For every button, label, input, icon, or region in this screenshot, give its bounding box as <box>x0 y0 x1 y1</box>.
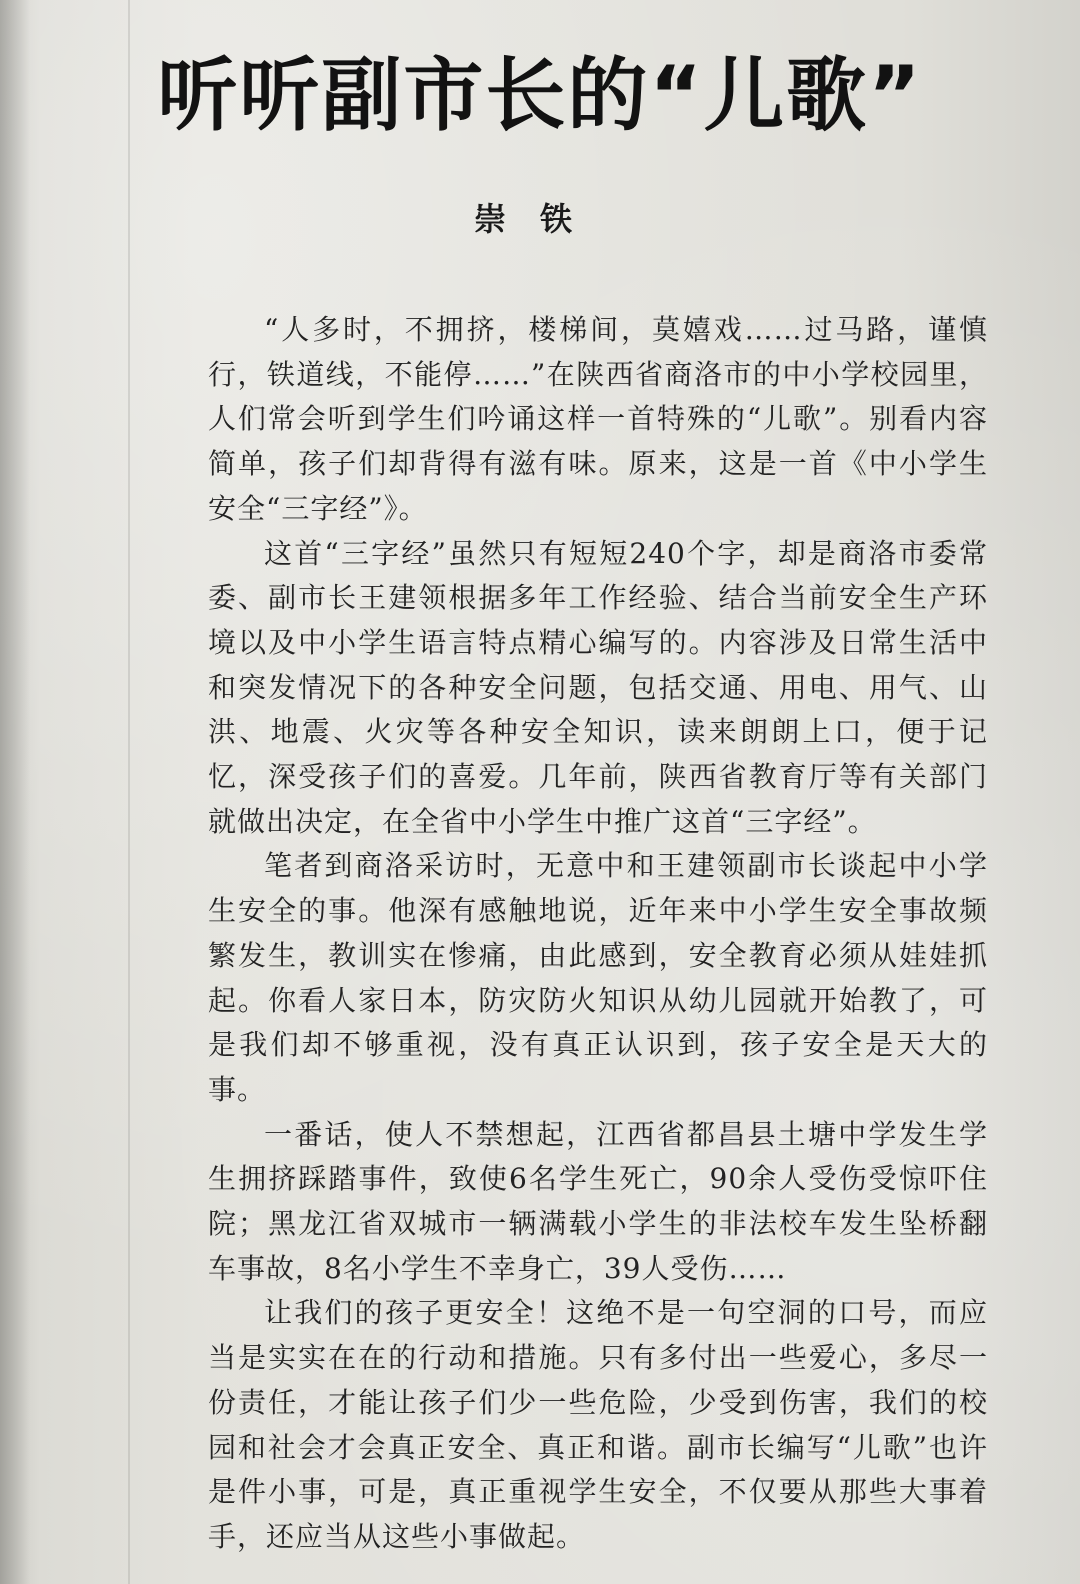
article-title: 听听副市长的“儿歌” <box>157 49 923 142</box>
paragraph: “人多时，不拥挤，楼梯间，莫嬉戏……过马路，谨慎行，铁道线，不能停……”在陕西省商洛市的中小学校园里，人们常会听到学生们吟诵这样一首特殊的“儿歌”。别看内容简单，孩子们却背得有滋有味。原来，这是一首《中小学生安全“三字经”》。 <box>208 313 988 525</box>
paragraph: 笔者到商洛采访时，无意中和王建领副市长谈起中小学生安全的事。他深有感触地说，近年来中小学生安全事故频繁发生，教训实在惨痛，由此感到，安全教育必须从娃娃抓起。你看人家日本，防灾防火知识从幼儿园就开始教了，可是我们却不够重视，没有真正认识到，孩子安全是天大的事。 <box>208 849 988 1106</box>
paragraph: 这首“三字经”虽然只有短短240个字，却是商洛市委常委、副市长王建领根据多年工作经验、结合当前安全生产环境以及中小学生语言特点精心编写的。内容涉及日常生活中和突发情况下的各种安全问题，包括交通、用电、用气、山洪、地震、火灾等各种安全知识，读来朗朗上口，便于记忆，深受孩子们的喜爱。几年前，陕西省教育厅等有关部门就做出决定，在全省中小学生中推广这首“三字经”。 <box>208 536 988 838</box>
paragraph: 一番话，使人不禁想起，江西省都昌县土塘中学发生学生拥挤踩踏事件，致使6名学生死亡，90余人受伤受惊吓住院；黑龙江省双城市一辆满载小学生的非法校车发生坠桥翻车事故，8名小学生不幸身亡，39人受伤…… <box>208 1117 988 1285</box>
paragraph: 让我们的孩子更安全！这绝不是一句空洞的口号，而应当是实实在在的行动和措施。只有多付出一些爱心，多尽一份责任，才能让孩子们少一些危险，少受到伤害，我们的校园和社会才会真正安全、真正和谐。副市长编写“儿歌”也许是件小事，可是，真正重视学生安全，不仅要从那些大事着手，还应当从这些小事做起。 <box>208 1296 988 1553</box>
article-author: 崇铁 <box>473 200 606 238</box>
article-body <box>208 308 988 1560</box>
